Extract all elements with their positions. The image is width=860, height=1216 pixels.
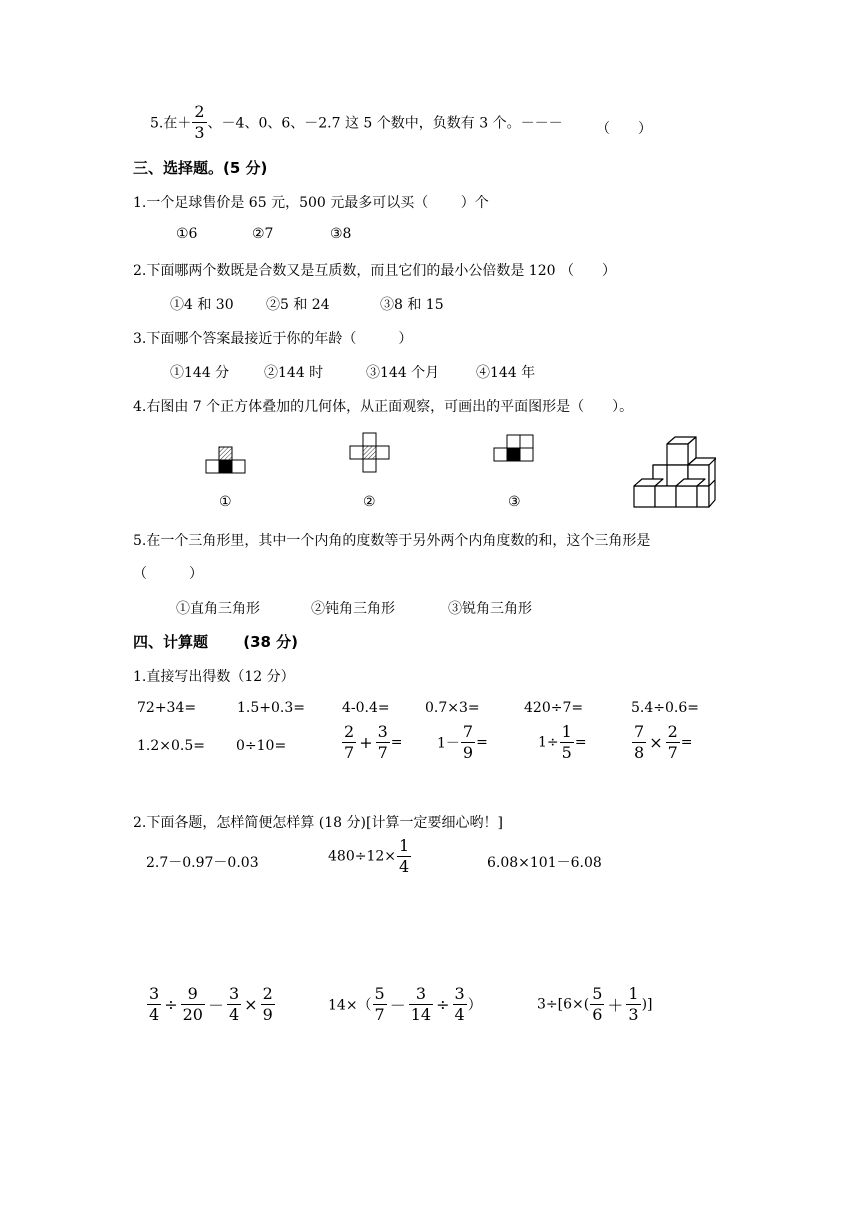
choice-q5-option-3[interactable]: ③锐角三角形	[448, 601, 532, 617]
cube-stack-figure	[632, 436, 716, 510]
calc-row1-expr-3: 4-0.4=	[342, 700, 390, 716]
calc-part2-expr-3: 6.08×101－6.08	[487, 855, 602, 871]
calc-row1-expr-6: 5.4÷0.6=	[631, 700, 699, 716]
section4-title: 四、计算题 (38 分)	[133, 633, 299, 651]
calc-row2-expr-2: 0÷10=	[236, 738, 287, 754]
figure-option-1	[205, 445, 247, 475]
calc-row2-expr-5: 1÷ $\frac{1}{5}$ =	[538, 722, 587, 762]
calc-row1-expr-1: 72+34=	[137, 700, 197, 716]
calc-row2-expr-4: 1－ $\frac{7}{9}$ =	[437, 722, 488, 762]
choice-q2-text: 2.下面哪两个数既是合数又是互质数，而且它们的最小公倍数是 120 （ ）	[133, 263, 616, 279]
calc-row2-expr-3: $\frac{2}{7}$ + $\frac{3}{7}$ =	[344, 722, 403, 762]
choice-q3-option-1[interactable]: ①144 分	[170, 365, 230, 381]
calc-row1-expr-4: 0.7×3=	[425, 700, 480, 716]
figure-option-2-label[interactable]: ②	[363, 494, 376, 510]
figure-option-2	[349, 431, 391, 475]
calc-part2-expr-2: 480÷12× $\frac{1}{4}$	[328, 836, 410, 876]
judge-q5-rest: 、－4、0、6、－2.7 这 5 个数中，负数有 3 个。－－－	[207, 115, 563, 132]
section3-title: 三、选择题。(5 分)	[133, 159, 268, 177]
calc-row1-expr-5: 420÷7=	[524, 700, 584, 716]
choice-q2-option-1[interactable]: ①4 和 30	[170, 297, 234, 313]
calc-part2-expr-4: $\frac{3}{4}$ ÷ $\frac{9}{20}$ － $\frac{3}{4}$ × $\frac{2}{9}$	[149, 984, 273, 1024]
choice-q1-option-3[interactable]: ③8	[330, 226, 352, 242]
choice-q5-answer-paren: （ ）	[133, 566, 203, 582]
choice-q2-option-2[interactable]: ②5 和 24	[266, 297, 330, 313]
choice-q1-text: 1.一个足球售价是 65 元，500 元最多可以买（ ）个	[133, 195, 489, 211]
choice-q3-option-2[interactable]: ②144 时	[264, 365, 324, 381]
choice-q5-option-1[interactable]: ①直角三角形	[176, 601, 260, 617]
calc-part2-expr-1: 2.7－0.97－0.03	[146, 855, 259, 871]
figure-option-3	[493, 433, 535, 463]
calc-part2-expr-6: 3÷[6×( $\frac{5}{6}$ ＋ $\frac{1}{3}$ )]	[537, 984, 653, 1024]
choice-q5-option-2[interactable]: ②钝角三角形	[311, 601, 395, 617]
judge-q5-lead: 5.在＋	[150, 115, 192, 132]
calc-row1-expr-2: 1.5+0.3=	[237, 700, 305, 716]
choice-q1-option-2[interactable]: ②7	[252, 226, 274, 242]
calc-row2-expr-6: $\frac{7}{8}$ × $\frac{2}{7}$ =	[634, 722, 693, 762]
choice-q4-text: 4.右图由 7 个正方体叠加的几何体，从正面观察，可画出的平面图形是（ ）。	[133, 399, 634, 415]
choice-q3-text: 3.下面哪个答案最接近于你的年龄（ ）	[133, 331, 413, 347]
judge-q5-fraction: $\frac{2}{3}$	[194, 102, 205, 142]
judge-q5	[150, 104, 563, 141]
calc-row2-expr-1: 1.2×0.5=	[137, 738, 205, 754]
choice-q3-option-3[interactable]: ③144 个月	[366, 365, 440, 381]
figure-option-3-label[interactable]: ③	[508, 494, 521, 510]
calc-part2-expr-5: 14×（ $\frac{5}{7}$ － $\frac{3}{14}$ ÷ $\frac{3}{4}$ ）	[328, 984, 482, 1024]
choice-q3-option-4[interactable]: ④144 年	[476, 365, 536, 381]
calc-part1-title: 1.直接写出得数（12 分）	[133, 669, 295, 685]
choice-q5-text: 5.在一个三角形里，其中一个内角的度数等于另外两个内角度数的和，这个三角形是	[133, 533, 651, 549]
judge-q5-answer-paren: （ ）	[596, 121, 652, 137]
figure-option-1-label[interactable]: ①	[219, 494, 232, 510]
choice-q2-option-3[interactable]: ③8 和 15	[380, 297, 444, 313]
choice-q1-option-1[interactable]: ①6	[176, 226, 198, 242]
calc-part2-title: 2.下面各题，怎样简便怎样算 (18 分)[计算一定要细心哟！]	[133, 815, 503, 831]
